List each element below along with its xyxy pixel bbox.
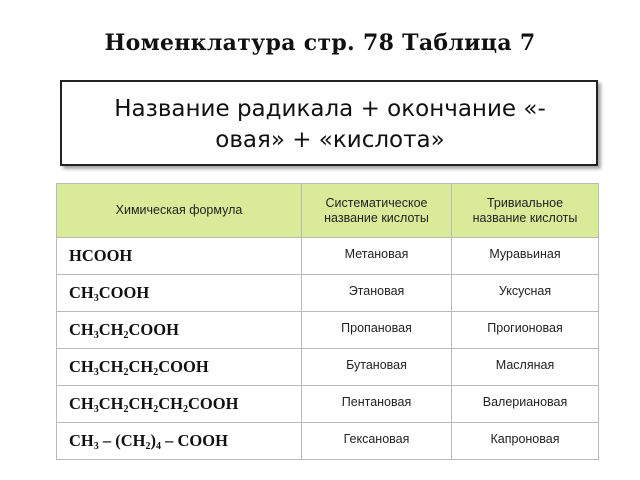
trivial-name-cell: Капроновая — [452, 423, 599, 460]
formula-subscript: 2 — [145, 441, 151, 452]
systematic-name-cell: Этановая — [302, 275, 452, 312]
naming-rule-line-2: овая» + «кислота» — [215, 127, 445, 153]
trivial-name-cell: Валериановая — [452, 386, 599, 423]
naming-rule-text — [54, 94, 606, 156]
formula-subscript: 3 — [93, 330, 99, 341]
trivial-name-cell: Прогионовая — [452, 312, 599, 349]
formula-subscript: 2 — [153, 404, 159, 415]
formula-subscript: 3 — [93, 404, 99, 415]
page-title: Номенклатура стр. 78 Таблица 7 — [104, 30, 536, 56]
formula-text: CH — [69, 320, 94, 339]
trivial-name-cell: Муравьиная — [452, 238, 599, 275]
header-trivial-line-2: название кислоты — [472, 210, 578, 225]
formula-cell — [57, 275, 302, 312]
table-row — [57, 275, 599, 312]
formula-text: CH — [158, 394, 183, 413]
formula-text: CH — [69, 431, 94, 450]
systematic-name-cell: Бутановая — [302, 349, 452, 386]
formula-subscript: 2 — [123, 404, 129, 415]
formula-text: CH — [98, 320, 124, 339]
formula-text: CH — [98, 357, 124, 376]
header-trivial-line-1: Тривиальное — [486, 195, 564, 210]
table-row — [57, 238, 599, 275]
header-formula: Химическая формула — [57, 184, 302, 238]
formula-subscript: 3 — [93, 367, 99, 378]
trivial-name-cell: Масляная — [452, 349, 599, 386]
formula-text: CH — [69, 283, 94, 302]
formula-subscript: 4 — [156, 441, 161, 452]
formula-text: CH — [98, 394, 124, 413]
naming-rule-box — [60, 80, 598, 166]
formula-subscript: 2 — [123, 367, 129, 378]
formula-cell — [57, 349, 302, 386]
header-systematic-line-1: Систематическое — [325, 195, 428, 210]
systematic-name-cell: Метановая — [302, 238, 452, 275]
header-systematic — [302, 184, 452, 238]
formula-text: HCOOH — [69, 246, 133, 265]
formula-text: – (CH — [98, 431, 146, 450]
formula-text: CH — [69, 394, 94, 413]
formula-text: CH — [128, 394, 154, 413]
systematic-name-cell: Пропановая — [302, 312, 452, 349]
formula-subscript: 2 — [153, 367, 159, 378]
formula-subscript: 2 — [123, 330, 129, 341]
formula-subscript: 3 — [93, 293, 99, 304]
formula-subscript: 3 — [93, 441, 99, 452]
formula-text: COOH — [188, 394, 239, 413]
formula-text: CH — [69, 357, 94, 376]
formula-subscript: 2 — [183, 404, 188, 415]
formula-text: COOH — [128, 320, 179, 339]
formula-cell — [57, 386, 302, 423]
table-row — [57, 312, 599, 349]
formula-text: COOH — [158, 357, 209, 376]
header-trivial — [452, 184, 599, 238]
systematic-name-cell: Гексановая — [302, 423, 452, 460]
formula-text: ) — [150, 431, 156, 450]
table-row — [57, 386, 599, 423]
header-systematic-line-2: название кислоты — [324, 210, 429, 225]
table-header-row — [57, 184, 599, 238]
formula-text: CH — [128, 357, 154, 376]
table-row — [57, 349, 599, 386]
nomenclature-table — [56, 183, 599, 460]
formula-cell — [57, 312, 302, 349]
trivial-name-cell: Уксусная — [452, 275, 599, 312]
formula-text: – COOH — [161, 431, 228, 450]
formula-cell — [57, 238, 302, 275]
formula-text: COOH — [98, 283, 150, 302]
naming-rule-line-1: Название радикала + окончание «- — [114, 96, 546, 122]
formula-cell — [57, 423, 302, 460]
systematic-name-cell: Пентановая — [302, 386, 452, 423]
table-row — [57, 423, 599, 460]
